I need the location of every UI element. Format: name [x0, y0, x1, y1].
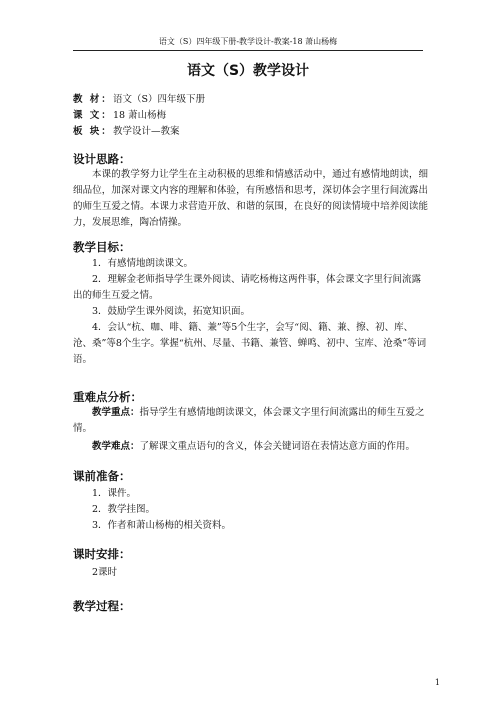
prep-heading: 课前准备： [73, 469, 131, 483]
goals-heading: 教学目标： [73, 240, 131, 254]
design-paragraph: 本课的教学努力让学生在主动积极的思维和情感活动中，通过有感情地朗读，细细品位，加深对课文内容的理解和体验，有所感悟和思考，深切体会字里行间流露出的师生互爱之情。本课力求营造开放、和谐的氛围，在良好的阅读情境中培养阅读能力，发展思维，陶冶情操。 [73, 169, 428, 228]
teaching-difficulty [73, 439, 428, 455]
page-number: 1 [434, 678, 440, 687]
goal-item: 3．鼓励学生课外阅读，拓宽知识面。 [92, 306, 251, 317]
document-title: 语文（S）教学设计 [186, 63, 310, 79]
teaching-focus-text: 指导学生有感情地朗读课文，体会课文字里行间流露出的师生互爱之情。 [73, 407, 425, 434]
schedule-heading: 课时安排： [73, 547, 131, 561]
meta-material-key: 教 材： [73, 94, 113, 105]
teaching-focus-label: 教学重点： [92, 407, 140, 418]
teaching-difficulty-label: 教学难点： [92, 441, 140, 452]
teaching-difficulty-text: 了解课文重点语句的含义，体会关键词语在表情达意方面的作用。 [139, 441, 416, 452]
meta-material-value: 语文（S）四年级下册 [113, 94, 206, 105]
meta-block [73, 124, 180, 140]
goal-item: 1．有感情地朗读课文。 [92, 258, 194, 269]
goal-item: 2．理解金老师指导学生课外阅读、请吃杨梅这两件事，体会课文字里行间流露出的师生互爱之情。 [73, 274, 422, 301]
meta-block-value: 教学设计—教案 [113, 126, 180, 137]
prep-item: 2．教学挂图。 [92, 504, 156, 515]
schedule-text: 2课时 [92, 567, 118, 578]
meta-lesson [73, 108, 166, 124]
meta-block-key: 板 块： [73, 126, 113, 137]
prep-item: 3．作者和萧山杨梅的相关资料。 [92, 520, 232, 531]
meta-lesson-key: 课 文： [73, 110, 113, 121]
page-header: 语文（S）四年级下册-教学设计-教案-18 萧山杨梅 [73, 36, 423, 51]
keypoints-heading: 重难点分析： [73, 390, 142, 404]
teaching-focus [73, 405, 428, 437]
process-heading: 教学过程： [73, 599, 131, 613]
prep-item: 1．课件。 [92, 488, 137, 499]
meta-lesson-value: 18 萧山杨梅 [113, 110, 167, 121]
goal-item: 4．会认“杭、咖、啡、籍、兼”等5个生字，会写“阅、籍、兼、擦、初、库、沧、桑”等8个生字。掌握“杭州、尽量、书籍、兼管、蝉鸣、初中、宝库、沧桑”等词语。 [73, 322, 427, 365]
meta-material [73, 92, 205, 108]
design-heading: 设计思路： [73, 152, 131, 166]
